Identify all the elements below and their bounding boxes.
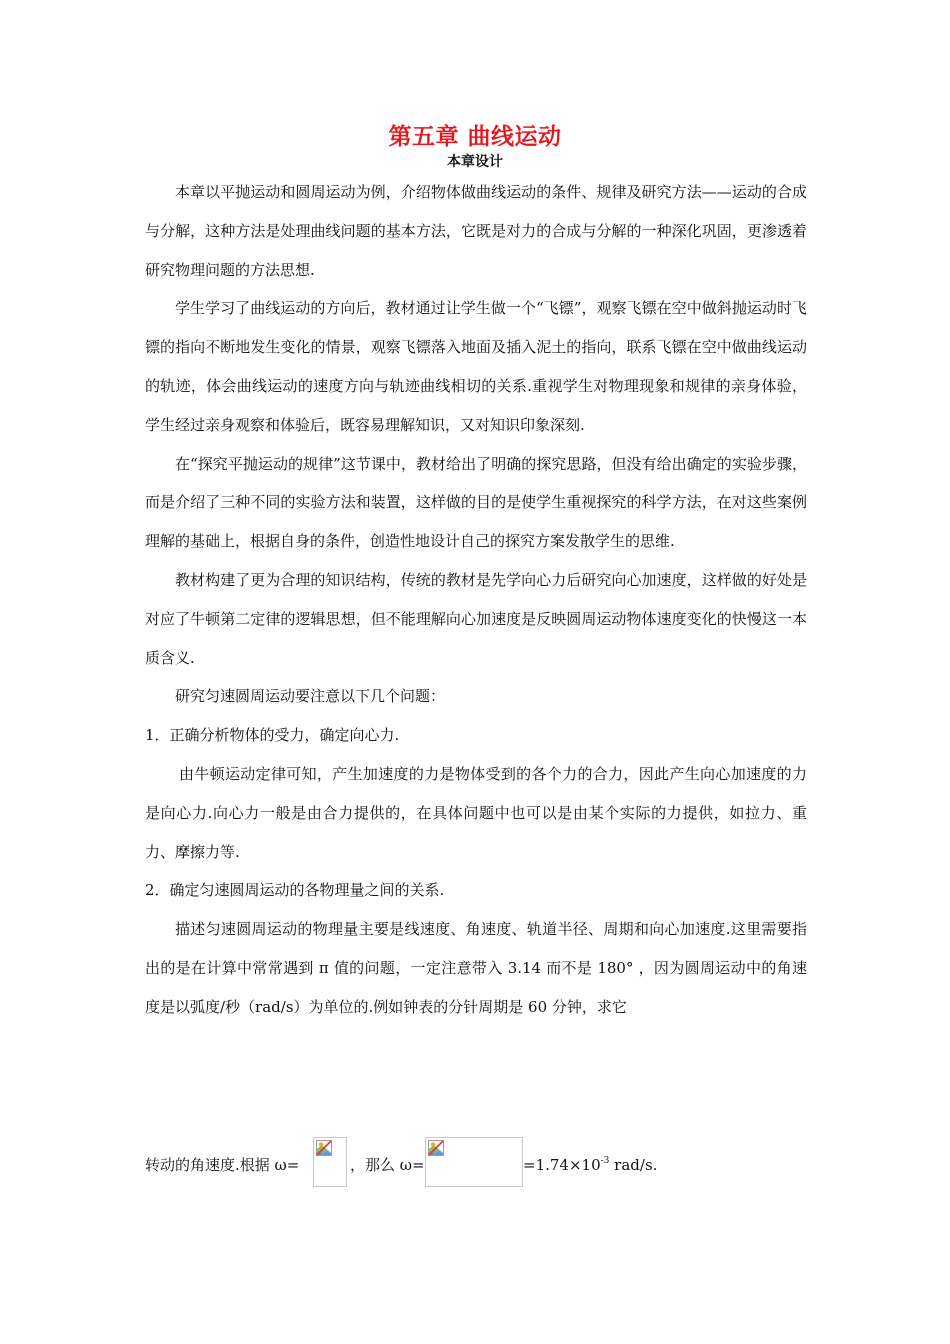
paragraph-2: 学生学习了曲线运动的方向后，教材通过让学生做一个“飞镖”，观察飞镖在空中做斜抛运动时飞镖的指向不断地发生变化的情景，观察飞镖落入地面及插入泥土的指向，联系飞镖在空中做曲线运动的轨迹，体会曲线运动的速度方向与轨迹曲线相切的关系.重视学生对物理现象和规律的亲身体验，学生经过亲身观察和体验后，既容易理解知识，又对知识印象深刻. bbox=[145, 299, 807, 434]
item-2-text: 描述匀速圆周运动的物理量主要是线速度、角速度、轨道半径、周期和向心加速度.这里需要指出的是在计算中常常遇到 π 值的问题，一定注意带入 3.14 而不是 180° ，因为圆周运动中的角速度是以弧度/秒（rad/s）为单位的.例如钟表的分针周期是 60 分钟，求它 bbox=[145, 920, 807, 1016]
formula-exponent: -3 bbox=[600, 1156, 610, 1166]
paragraph-4: 教材构建了更为合理的知识结构，传统的教材是先学向心力后研究向心加速度，这样做的好处是对应了牛顿第二定律的逻辑思想，但不能理解向心加速度是反映圆周运动物体速度变化的快慢这一本质含义. bbox=[145, 570, 807, 667]
formula-result bbox=[523, 1150, 723, 1180]
formula-result-prefix: =1.74×10 bbox=[523, 1156, 601, 1174]
paragraph-5: 研究匀速圆周运动要注意以下几个问题： bbox=[175, 687, 446, 706]
formula-image-1 bbox=[313, 1137, 347, 1187]
formula-middle-text: ，那么 ω= bbox=[350, 1156, 425, 1174]
item-2-heading: 2．确定匀速圆周运动的各物理量之间的关系. bbox=[145, 881, 445, 900]
broken-image-icon bbox=[428, 1140, 444, 1156]
document-body bbox=[145, 173, 807, 1027]
item-1-text: 由牛顿运动定律可知，产生加速度的力是物体受到的各个力的合力，因此产生向心加速度的力是向心力.向心力一般是由合力提供的，在具体问题中也可以是由某个实际的力提供，如拉力、重力、摩擦力等. bbox=[145, 764, 807, 861]
formula-result-suffix: rad/s. bbox=[609, 1156, 658, 1174]
paragraph-3: 在“探究平抛运动的规律”这节课中，教材给出了明确的探究思路，但没有给出确定的实验步骤，而是介绍了三种不同的实验方法和装置，这样做的目的是使学生重视探究的科学方法，在对这些案例理解的基础上，根据自身的条件，创造性地设计自己的探究方案发散学生的思维. bbox=[145, 454, 807, 551]
paragraph-1: 本章以平抛运动和圆周运动为例，介绍物体做曲线运动的条件、规律及研究方法——运动的合成与分解，这种方法是处理曲线问题的基本方法，它既是对力的合成与分解的一种深化巩固，更渗透着研究物理问题的方法思想. bbox=[145, 183, 807, 279]
formula-lead-text: 转动的角速度.根据 ω= bbox=[145, 1156, 300, 1174]
formula-image-2 bbox=[425, 1137, 523, 1187]
chapter-title: 第五章 曲线运动 bbox=[388, 124, 562, 150]
section-subtitle: 本章设计 bbox=[447, 154, 503, 170]
formula-middle bbox=[350, 1150, 430, 1180]
broken-image-icon bbox=[316, 1140, 332, 1156]
item-1-heading: 1．正确分析物体的受力，确定向心力. bbox=[145, 726, 400, 745]
